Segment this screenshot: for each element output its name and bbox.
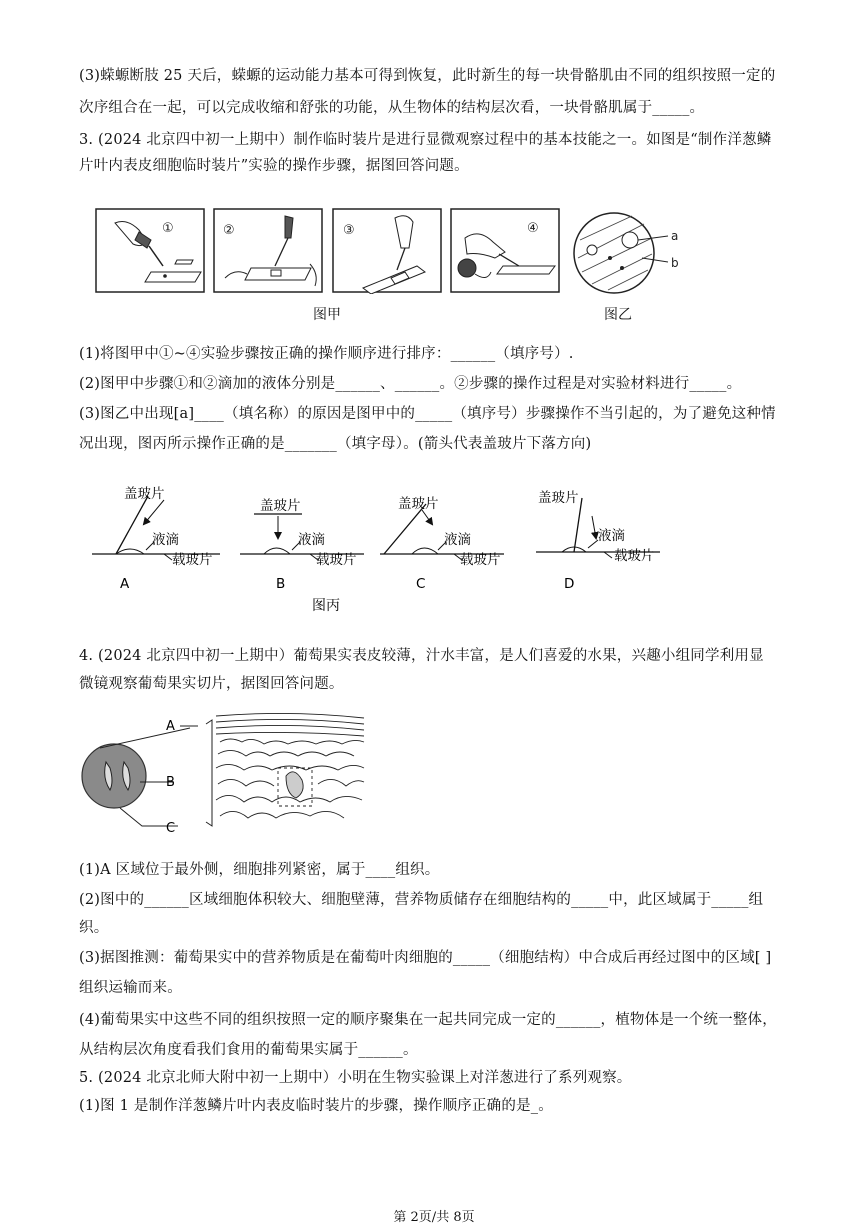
step-2-panel xyxy=(214,209,322,292)
option-c-cover-slip: 盖玻片 xyxy=(398,496,439,512)
q4-sub-2-line-2: 织。 xyxy=(79,920,109,936)
q4-sub-3-line-1: (3)据图推测：葡萄果实中的营养物质是在葡萄叶肉细胞的_____（细胞结构）中合成后再经过图中的区域[ ] xyxy=(79,950,772,966)
option-b-diagram xyxy=(240,497,364,592)
option-d-letter: D xyxy=(564,576,575,592)
figure-yi-label-a: a xyxy=(671,229,679,243)
q4-stem-line-1: 4. (2024 北京四中初一上期中）葡萄果实表皮较薄，汁水丰富，是人们喜爱的水果，兴趣小组同学利用显 xyxy=(79,648,764,664)
option-d-cover-slip: 盖玻片 xyxy=(538,490,579,506)
q4-sub-4-line-1: (4)葡萄果实中这些不同的组织按照一定的顺序聚集在一起共同完成一定的______，植物体是一个统一整体， xyxy=(79,1012,777,1028)
step-3-label: ③ xyxy=(343,223,355,238)
q3-sub-1: (1)将图甲中①~④实验步骤按正确的操作顺序进行排序：______（填序号）. xyxy=(79,346,574,362)
q5-stem: 5. (2024 北京北师大附中初一上期中）小明在生物实验课上对洋葱进行了系列观察。 xyxy=(79,1070,632,1086)
q3-stem-line-1: 3. (2024 北京四中初一上期中）制作临时装片是进行显微观察过程中的基本技能之一。如图是“制作洋葱鳞 xyxy=(79,132,772,148)
option-c-letter: C xyxy=(416,576,426,592)
step-1-panel xyxy=(96,209,204,292)
q4-sub-4-line-2: 从结构层次角度看我们食用的葡萄果实属于______。 xyxy=(79,1042,418,1058)
option-d-diagram xyxy=(536,489,660,592)
option-d-droplet: 液滴 xyxy=(598,528,625,544)
q3-sub-3-line-1: (3)图乙中出现[a]____（填名称）的原因是图甲中的_____（填序号）步骤操作不当引起的，为了避免这种情 xyxy=(79,406,776,422)
q5-sub-1: (1)图 1 是制作洋葱鳞片叶内表皮临时装片的步骤，操作顺序正确的是_。 xyxy=(79,1098,553,1114)
figure-jia-caption: 图甲 xyxy=(313,307,341,323)
q2-line-2: 次序组合在一起，可以完成收缩和舒张的功能，从生物体的结构层次看，一块骨骼肌属于_____。 xyxy=(79,100,705,116)
q2-line-1: (3)蝾螈断肢 25 天后，蝾螈的运动能力基本可得到恢复，此时新生的每一块骨骼肌由不同的组织按照一定的 xyxy=(79,68,776,84)
figure-bing xyxy=(88,480,688,620)
figure-jia xyxy=(95,208,565,294)
option-c-diagram xyxy=(380,495,504,592)
figure-bing-caption: 图丙 xyxy=(312,598,340,614)
option-b-slide: 载玻片 xyxy=(316,552,357,568)
figure-yi xyxy=(572,210,684,296)
grape-label-c: C xyxy=(166,821,176,836)
option-c-droplet: 液滴 xyxy=(444,532,471,548)
option-c-slide: 载玻片 xyxy=(460,552,501,568)
option-d-slide: 载玻片 xyxy=(614,548,655,564)
q4-sub-1: (1)A 区域位于最外侧，细胞排列紧密，属于____组织。 xyxy=(79,862,440,878)
step-2-label: ② xyxy=(223,223,235,238)
figure-yi-caption: 图乙 xyxy=(604,307,632,323)
option-a-diagram xyxy=(92,485,220,592)
q3-sub-3-line-2: 况出现，图丙所示操作正确的是_______（填字母）。(箭头代表盖玻片下落方向) xyxy=(79,436,592,452)
option-a-slide: 载玻片 xyxy=(172,552,213,568)
option-a-letter: A xyxy=(120,576,130,592)
q3-sub-2: (2)图甲中步骤①和②滴加的液体分别是______、______。②步骤的操作过程是对实验材料进行_____。 xyxy=(79,376,742,392)
q3-stem-line-2: 片叶内表皮细胞临时装片”实验的操作步骤，据图回答问题。 xyxy=(79,158,469,174)
q4-sub-2-line-1: (2)图中的______区域细胞体积较大、细胞壁薄，营养物质储存在细胞结构的_____中，此区域属于_____组 xyxy=(79,892,764,908)
grape-label-a: A xyxy=(166,719,175,734)
option-b-letter: B xyxy=(276,576,286,592)
option-b-cover-slip: 盖玻片 xyxy=(260,498,301,514)
q4-sub-3-line-2: 组织运输而来。 xyxy=(79,980,182,996)
option-b-droplet: 液滴 xyxy=(298,532,325,548)
option-a-cover-slip: 盖玻片 xyxy=(124,486,165,502)
step-4-label: ④ xyxy=(527,221,539,236)
step-1-label: ① xyxy=(162,221,174,236)
option-a-droplet: 液滴 xyxy=(152,532,179,548)
figure-yi-label-b: b xyxy=(671,256,679,270)
step-3-panel xyxy=(333,209,441,294)
figure-grape-section xyxy=(80,708,370,838)
q4-stem-line-2: 微镜观察葡萄果实切片，据图回答问题。 xyxy=(79,676,344,692)
grape-label-b: B xyxy=(166,775,175,790)
page-footer: 第 2页/共 8页 xyxy=(393,1210,475,1225)
step-4-panel xyxy=(451,209,559,292)
